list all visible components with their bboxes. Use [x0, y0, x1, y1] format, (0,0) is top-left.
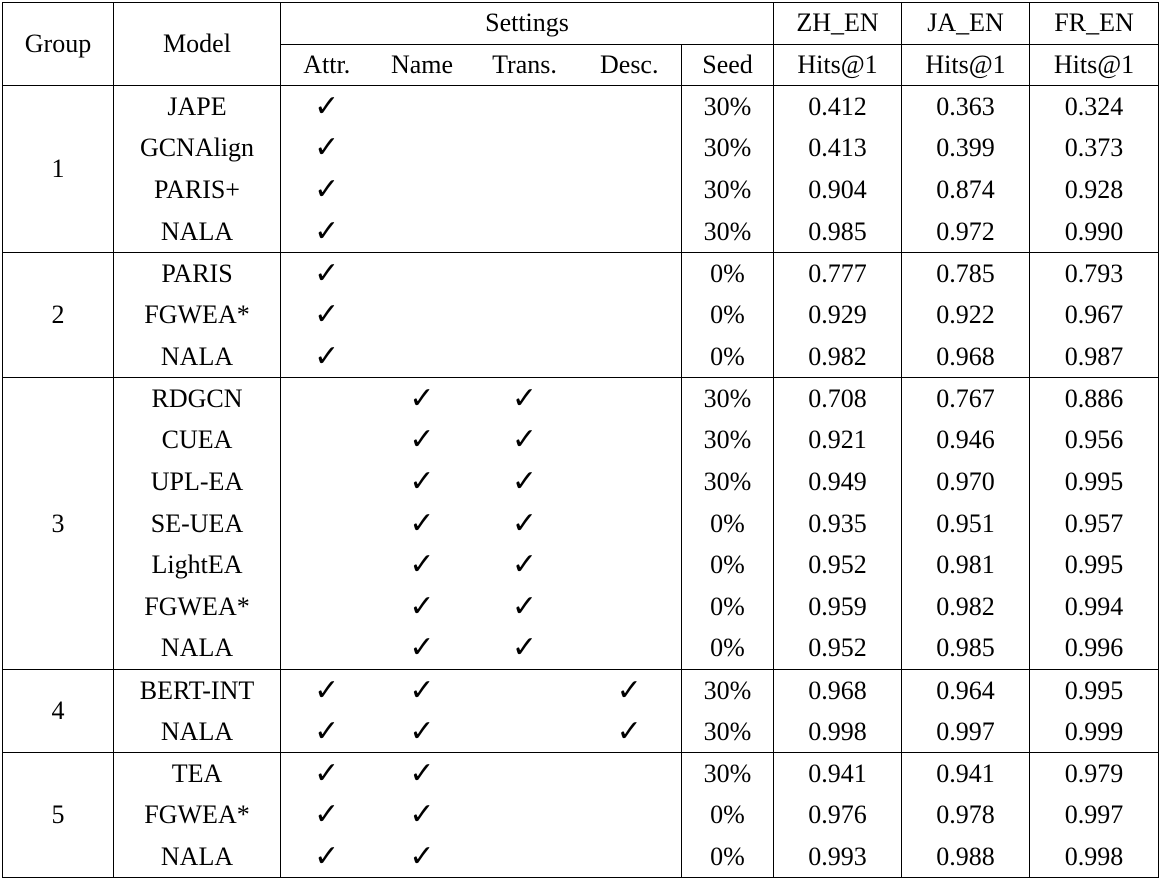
cell-desc: [578, 211, 682, 253]
model-name: NALA: [114, 211, 281, 253]
check-icon: ✓: [314, 172, 340, 208]
seed-value: 0%: [682, 544, 774, 586]
check-icon: ✓: [314, 255, 340, 291]
cell-name: [373, 836, 472, 878]
cell-attr: [281, 795, 373, 837]
cell-trans: [472, 253, 578, 295]
model-name: FGWEA*: [114, 294, 281, 336]
hits1-zh-en: 0.941: [774, 753, 902, 795]
cell-attr: [281, 753, 373, 795]
hits1-fr-en: 0.994: [1030, 586, 1159, 628]
cell-trans: [472, 586, 578, 628]
hits1-zh-en: 0.708: [774, 378, 902, 420]
check-icon: ✓: [314, 838, 340, 874]
check-icon: ✓: [314, 130, 340, 166]
hits1-fr-en: 0.793: [1030, 253, 1159, 295]
seed-value: 0%: [682, 294, 774, 336]
cell-trans: [472, 294, 578, 336]
table-row: [3, 419, 1159, 461]
check-icon: ✓: [314, 213, 340, 249]
hits1-fr-en: 0.373: [1030, 128, 1159, 170]
hits1-ja-en: 0.981: [902, 544, 1030, 586]
hits1-fr-en: 0.956: [1030, 419, 1159, 461]
cell-desc: [578, 753, 682, 795]
header-dataset-fr-en: FR_EN: [1030, 3, 1159, 45]
cell-desc: [578, 503, 682, 545]
check-icon: ✓: [511, 463, 538, 499]
cell-desc: [578, 253, 682, 295]
cell-desc: [578, 795, 682, 837]
header-dataset-ja-en: JA_EN: [902, 3, 1030, 45]
hits1-ja-en: 0.363: [902, 86, 1030, 128]
hits1-fr-en: 0.999: [1030, 711, 1159, 753]
table-row: [3, 378, 1159, 420]
hits1-ja-en: 0.972: [902, 211, 1030, 253]
check-icon: ✓: [511, 588, 538, 624]
hits1-zh-en: 0.904: [774, 169, 902, 211]
header-name: Name: [373, 44, 472, 86]
cell-attr: [281, 544, 373, 586]
hits1-fr-en: 0.886: [1030, 378, 1159, 420]
model-name: FGWEA*: [114, 795, 281, 837]
hits1-fr-en: 0.990: [1030, 211, 1159, 253]
cell-desc: [578, 86, 682, 128]
cell-attr: [281, 211, 373, 253]
cell-trans: [472, 128, 578, 170]
header-model: Model: [114, 3, 281, 86]
model-name: PARIS: [114, 253, 281, 295]
table-body: [3, 86, 1159, 878]
model-name: UPL-EA: [114, 461, 281, 503]
hits1-ja-en: 0.946: [902, 419, 1030, 461]
cell-trans: [472, 711, 578, 753]
seed-value: 30%: [682, 169, 774, 211]
seed-value: 0%: [682, 503, 774, 545]
group-label: 1: [3, 86, 114, 253]
hits1-ja-en: 0.988: [902, 836, 1030, 878]
hits1-fr-en: 0.979: [1030, 753, 1159, 795]
cell-trans: [472, 628, 578, 670]
table-row: [3, 253, 1159, 295]
cell-trans: [472, 670, 578, 712]
header-metric-ja-en: Hits@1: [902, 44, 1030, 86]
table-row: [3, 836, 1159, 878]
hits1-zh-en: 0.952: [774, 628, 902, 670]
header-dataset-zh-en: ZH_EN: [774, 3, 902, 45]
hits1-ja-en: 0.767: [902, 378, 1030, 420]
cell-desc: [578, 336, 682, 378]
model-name: PARIS+: [114, 169, 281, 211]
hits1-ja-en: 0.922: [902, 294, 1030, 336]
seed-value: 0%: [682, 253, 774, 295]
hits1-zh-en: 0.982: [774, 336, 902, 378]
seed-value: 30%: [682, 753, 774, 795]
seed-value: 30%: [682, 670, 774, 712]
cell-name: [373, 419, 472, 461]
seed-value: 30%: [682, 86, 774, 128]
cell-trans: [472, 544, 578, 586]
cell-attr: [281, 461, 373, 503]
header-group: Group: [3, 3, 114, 86]
check-icon: ✓: [409, 672, 435, 708]
hits1-ja-en: 0.874: [902, 169, 1030, 211]
cell-trans: [472, 419, 578, 461]
check-icon: ✓: [314, 797, 340, 833]
cell-desc: [578, 670, 682, 712]
table-row: [3, 795, 1159, 837]
seed-value: 0%: [682, 795, 774, 837]
hits1-zh-en: 0.998: [774, 711, 902, 753]
hits1-zh-en: 0.921: [774, 419, 902, 461]
model-name: RDGCN: [114, 378, 281, 420]
model-name: LightEA: [114, 544, 281, 586]
model-name: FGWEA*: [114, 586, 281, 628]
seed-value: 30%: [682, 378, 774, 420]
table-row: [3, 86, 1159, 128]
cell-trans: [472, 836, 578, 878]
cell-attr: [281, 169, 373, 211]
cell-desc: [578, 836, 682, 878]
table-row: [3, 336, 1159, 378]
cell-name: [373, 128, 472, 170]
cell-name: [373, 211, 472, 253]
check-icon: ✓: [409, 547, 435, 583]
table-row: [3, 169, 1159, 211]
header-attr: Attr.: [281, 44, 373, 86]
hits1-zh-en: 0.412: [774, 86, 902, 128]
hits1-ja-en: 0.968: [902, 336, 1030, 378]
cell-name: [373, 503, 472, 545]
seed-value: 30%: [682, 711, 774, 753]
cell-trans: [472, 461, 578, 503]
hits1-fr-en: 0.998: [1030, 836, 1159, 878]
cell-trans: [472, 503, 578, 545]
cell-name: [373, 628, 472, 670]
check-icon: ✓: [511, 380, 538, 416]
check-icon: ✓: [616, 672, 642, 708]
check-icon: ✓: [511, 630, 538, 666]
cell-desc: [578, 128, 682, 170]
cell-name: [373, 169, 472, 211]
hits1-fr-en: 0.996: [1030, 628, 1159, 670]
cell-attr: [281, 253, 373, 295]
seed-value: 30%: [682, 211, 774, 253]
cell-desc: [578, 544, 682, 586]
table-row: [3, 128, 1159, 170]
cell-trans: [472, 795, 578, 837]
cell-attr: [281, 378, 373, 420]
check-icon: ✓: [409, 505, 435, 541]
seed-value: 0%: [682, 586, 774, 628]
seed-value: 30%: [682, 128, 774, 170]
hits1-ja-en: 0.941: [902, 753, 1030, 795]
hits1-zh-en: 0.952: [774, 544, 902, 586]
check-icon: ✓: [314, 672, 340, 708]
cell-attr: [281, 86, 373, 128]
group-label: 2: [3, 253, 114, 378]
cell-desc: [578, 586, 682, 628]
cell-name: [373, 795, 472, 837]
cell-name: [373, 336, 472, 378]
hits1-fr-en: 0.995: [1030, 461, 1159, 503]
check-icon: ✓: [511, 547, 538, 583]
model-name: TEA: [114, 753, 281, 795]
cell-name: [373, 253, 472, 295]
seed-value: 30%: [682, 461, 774, 503]
cell-name: [373, 711, 472, 753]
model-name: NALA: [114, 711, 281, 753]
check-icon: ✓: [314, 755, 340, 791]
table-row: [3, 628, 1159, 670]
hits1-fr-en: 0.324: [1030, 86, 1159, 128]
header-seed: Seed: [682, 44, 774, 86]
check-icon: ✓: [314, 88, 340, 124]
cell-name: [373, 670, 472, 712]
model-name: SE-UEA: [114, 503, 281, 545]
cell-desc: [578, 628, 682, 670]
hits1-zh-en: 0.976: [774, 795, 902, 837]
hits1-ja-en: 0.964: [902, 670, 1030, 712]
hits1-fr-en: 0.967: [1030, 294, 1159, 336]
cell-trans: [472, 378, 578, 420]
check-icon: ✓: [616, 713, 642, 749]
check-icon: ✓: [409, 380, 435, 416]
model-name: JAPE: [114, 86, 281, 128]
hits1-zh-en: 0.949: [774, 461, 902, 503]
header-trans: Trans.: [472, 44, 578, 86]
seed-value: 0%: [682, 336, 774, 378]
cell-attr: [281, 294, 373, 336]
hits1-zh-en: 0.959: [774, 586, 902, 628]
hits1-zh-en: 0.935: [774, 503, 902, 545]
hits1-zh-en: 0.993: [774, 836, 902, 878]
hits1-fr-en: 0.997: [1030, 795, 1159, 837]
cell-trans: [472, 753, 578, 795]
cell-desc: [578, 711, 682, 753]
results-table: [2, 2, 1159, 878]
cell-attr: [281, 336, 373, 378]
table-row: [3, 461, 1159, 503]
group-label: 4: [3, 670, 114, 753]
table-row: [3, 670, 1159, 712]
table-row: [3, 711, 1159, 753]
table-row: [3, 211, 1159, 253]
hits1-zh-en: 0.929: [774, 294, 902, 336]
cell-trans: [472, 211, 578, 253]
check-icon: ✓: [409, 630, 435, 666]
check-icon: ✓: [409, 422, 435, 458]
cell-desc: [578, 461, 682, 503]
hits1-ja-en: 0.399: [902, 128, 1030, 170]
hits1-zh-en: 0.777: [774, 253, 902, 295]
check-icon: ✓: [409, 713, 435, 749]
cell-name: [373, 753, 472, 795]
hits1-fr-en: 0.987: [1030, 336, 1159, 378]
hits1-fr-en: 0.957: [1030, 503, 1159, 545]
cell-attr: [281, 503, 373, 545]
cell-desc: [578, 294, 682, 336]
cell-attr: [281, 628, 373, 670]
check-icon: ✓: [409, 588, 435, 624]
hits1-ja-en: 0.785: [902, 253, 1030, 295]
cell-name: [373, 378, 472, 420]
hits1-ja-en: 0.951: [902, 503, 1030, 545]
cell-attr: [281, 586, 373, 628]
hits1-ja-en: 0.970: [902, 461, 1030, 503]
cell-name: [373, 586, 472, 628]
header-metric-zh-en: Hits@1: [774, 44, 902, 86]
hits1-zh-en: 0.413: [774, 128, 902, 170]
header-metric-fr-en: Hits@1: [1030, 44, 1159, 86]
cell-trans: [472, 169, 578, 211]
seed-value: 0%: [682, 836, 774, 878]
header-settings: Settings: [281, 3, 774, 45]
hits1-ja-en: 0.978: [902, 795, 1030, 837]
cell-desc: [578, 378, 682, 420]
model-name: BERT-INT: [114, 670, 281, 712]
table-row: [3, 586, 1159, 628]
table-row: [3, 503, 1159, 545]
table-row: [3, 544, 1159, 586]
cell-name: [373, 461, 472, 503]
header-desc: Desc.: [578, 44, 682, 86]
hits1-ja-en: 0.985: [902, 628, 1030, 670]
seed-value: 30%: [682, 419, 774, 461]
hits1-fr-en: 0.995: [1030, 544, 1159, 586]
check-icon: ✓: [314, 713, 340, 749]
hits1-zh-en: 0.968: [774, 670, 902, 712]
cell-attr: [281, 419, 373, 461]
check-icon: ✓: [409, 463, 435, 499]
check-icon: ✓: [409, 755, 435, 791]
cell-trans: [472, 86, 578, 128]
check-icon: ✓: [314, 297, 340, 333]
model-name: GCNAlign: [114, 128, 281, 170]
cell-desc: [578, 419, 682, 461]
hits1-zh-en: 0.985: [774, 211, 902, 253]
group-label: 3: [3, 378, 114, 670]
check-icon: ✓: [409, 838, 435, 874]
check-icon: ✓: [314, 338, 340, 374]
cell-attr: [281, 836, 373, 878]
model-name: NALA: [114, 336, 281, 378]
check-icon: ✓: [409, 797, 435, 833]
model-name: NALA: [114, 628, 281, 670]
hits1-ja-en: 0.982: [902, 586, 1030, 628]
table-row: [3, 753, 1159, 795]
hits1-fr-en: 0.995: [1030, 670, 1159, 712]
hits1-ja-en: 0.997: [902, 711, 1030, 753]
cell-attr: [281, 128, 373, 170]
table-row: [3, 294, 1159, 336]
group-label: 5: [3, 753, 114, 878]
check-icon: ✓: [511, 505, 538, 541]
model-name: NALA: [114, 836, 281, 878]
model-name: CUEA: [114, 419, 281, 461]
cell-name: [373, 544, 472, 586]
check-icon: ✓: [511, 422, 538, 458]
cell-trans: [472, 336, 578, 378]
cell-attr: [281, 711, 373, 753]
cell-attr: [281, 670, 373, 712]
hits1-fr-en: 0.928: [1030, 169, 1159, 211]
cell-name: [373, 86, 472, 128]
cell-name: [373, 294, 472, 336]
seed-value: 0%: [682, 628, 774, 670]
cell-desc: [578, 169, 682, 211]
